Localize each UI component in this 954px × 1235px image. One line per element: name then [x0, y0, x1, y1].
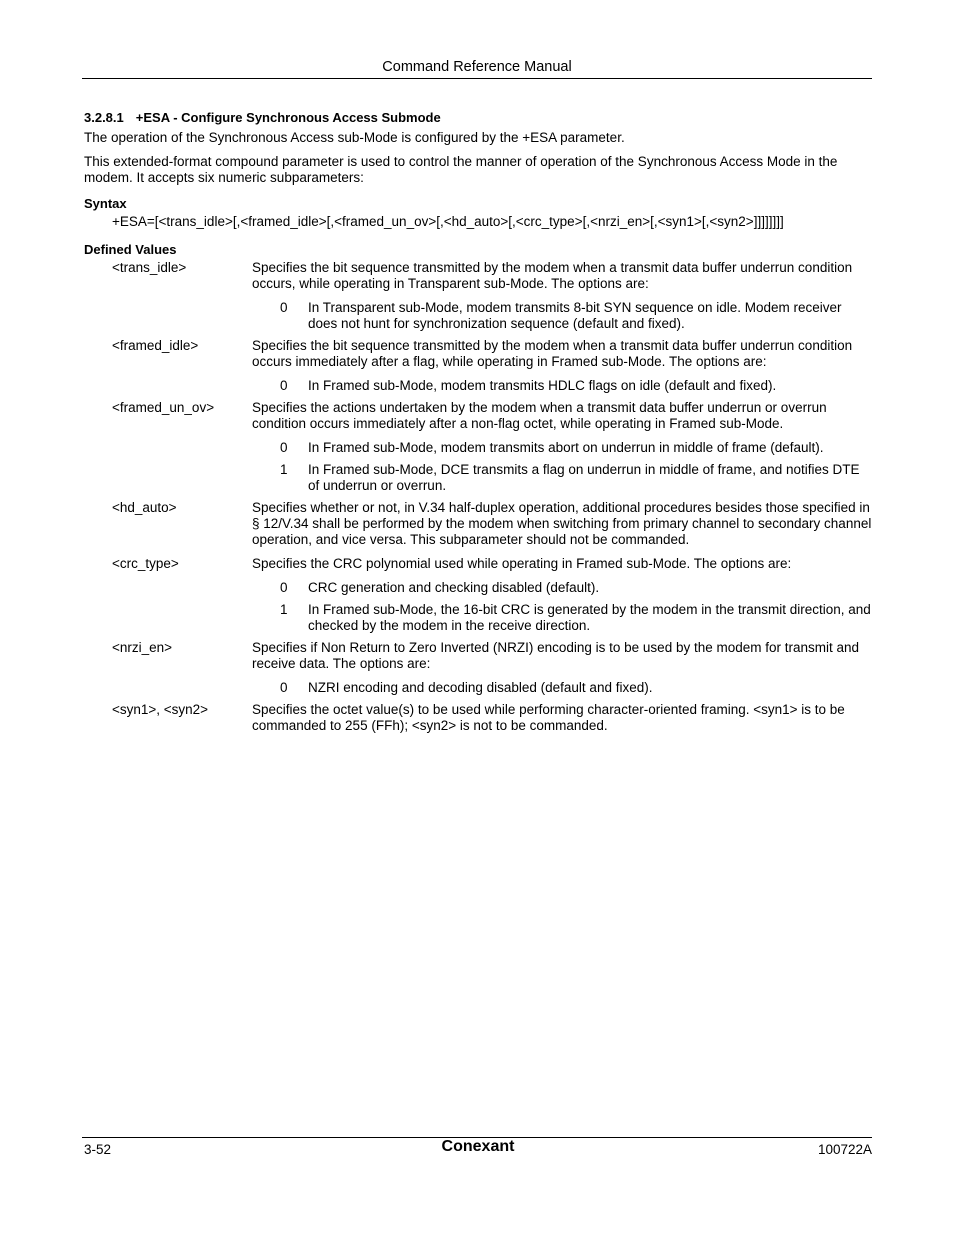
- section-heading: [84, 110, 872, 126]
- option-item: [252, 462, 872, 494]
- company-name: Conexant: [441, 1138, 515, 1155]
- document-number: 100722A: [817, 1142, 872, 1157]
- option-value: 0: [280, 378, 288, 393]
- definition-row: [84, 260, 872, 292]
- definition-term: <crc_type>: [112, 556, 179, 571]
- intro-paragraph-2: This extended-format compound parameter is used to control the manner of operation of the Synchronous Access Mode in the modem. It accepts six numeric subparameters:: [84, 154, 838, 185]
- option-item: [252, 300, 872, 332]
- option-item: [252, 602, 872, 634]
- option-value: 0: [280, 680, 288, 695]
- option-value: 0: [280, 440, 288, 455]
- page-number: 3-52: [84, 1142, 112, 1157]
- definition-term: <syn1>, <syn2>: [112, 702, 209, 717]
- option-text: In Transparent sub-Mode, modem transmits 8-bit SYN sequence on idle. Modem receiver does not hunt for synchronization sequence (default and fixed).: [308, 300, 842, 331]
- definition-term: <trans_idle>: [112, 260, 187, 275]
- option-item: [252, 378, 872, 394]
- option-text: In Framed sub-Mode, modem transmits abort on underrun in middle of frame (default).: [308, 440, 824, 455]
- syntax-line: +ESA=[<trans_idle>[,<framed_idle>[,<framed_un_ov>[,<hd_auto>[,<crc_type>[,<nrzi_en>[,<syn1>[,<syn2>]]]]]]]]: [112, 214, 784, 229]
- definition-description: Specifies if Non Return to Zero Inverted (NRZI) encoding is to be used by the modem for transmit and receive data. The options are:: [252, 640, 860, 671]
- page-content: [84, 110, 872, 742]
- section-number: 3.2.8.1: [84, 110, 124, 125]
- definition-row: [84, 400, 872, 432]
- definition-description: Specifies the bit sequence transmitted by the modem when a transmit data buffer underrun condition occurs immediately after a flag, while operating in Framed sub-Mode. The options are:: [252, 338, 853, 369]
- option-text: In Framed sub-Mode, modem transmits HDLC flags on idle (default and fixed).: [308, 378, 777, 393]
- option-value: 0: [280, 580, 288, 595]
- definition-description: Specifies the actions undertaken by the modem when a transmit data buffer underrun or overrun condition occurs immediately after a non-flag octet, while operating in Framed sub-Mode.: [252, 400, 827, 431]
- definition-row: [84, 640, 872, 672]
- definition-row: [84, 702, 872, 734]
- definition-row: [84, 500, 872, 548]
- option-text: In Framed sub-Mode, DCE transmits a flag on underrun in middle of frame, and notifies DTE of underrun or overrun.: [308, 462, 860, 493]
- definition-description: Specifies whether or not, in V.34 half-duplex operation, additional procedures besides those specified in § 12/V.34 shall be performed by the modem when switching from primary channel to secondary channel operation, and vice versa. This subparameter should not be commanded.: [252, 500, 872, 547]
- option-item: [252, 680, 872, 696]
- option-item: [252, 440, 872, 456]
- option-item: [252, 580, 872, 596]
- header-rule: [82, 78, 872, 79]
- definition-description: Specifies the CRC polynomial used while operating in Framed sub-Mode. The options are:: [252, 556, 792, 571]
- running-header-title: Command Reference Manual: [382, 59, 572, 75]
- option-value: 1: [280, 602, 288, 617]
- defined-values-list: [84, 260, 872, 734]
- option-text: CRC generation and checking disabled (default).: [308, 580, 600, 595]
- defined-values-heading: Defined Values: [84, 242, 177, 257]
- definition-description: Specifies the octet value(s) to be used while performing character-oriented framing. <syn1> is to be commanded to 255 (FFh); <syn2> is not to be commanded.: [252, 702, 845, 733]
- definition-term: <nrzi_en>: [112, 640, 173, 655]
- intro-paragraph-1: The operation of the Synchronous Access sub-Mode is configured by the +ESA parameter.: [84, 130, 625, 145]
- option-value: 1: [280, 462, 288, 477]
- definition-term: <framed_un_ov>: [112, 400, 215, 415]
- syntax-heading: Syntax: [84, 196, 127, 211]
- option-text: NZRI encoding and decoding disabled (default and fixed).: [308, 680, 653, 695]
- definition-description: Specifies the bit sequence transmitted by the modem when a transmit data buffer underrun condition occurs, while operating in Transparent sub-Mode. The options are:: [252, 260, 853, 291]
- definition-term: <framed_idle>: [112, 338, 199, 353]
- definition-row: [84, 338, 872, 370]
- definition-row: [84, 556, 872, 572]
- option-value: 0: [280, 300, 288, 315]
- definition-term: <hd_auto>: [112, 500, 177, 515]
- option-text: In Framed sub-Mode, the 16-bit CRC is generated by the modem in the transmit direction, and checked by the modem in the receive direction.: [308, 602, 871, 633]
- section-title: +ESA - Configure Synchronous Access Submode: [135, 110, 441, 125]
